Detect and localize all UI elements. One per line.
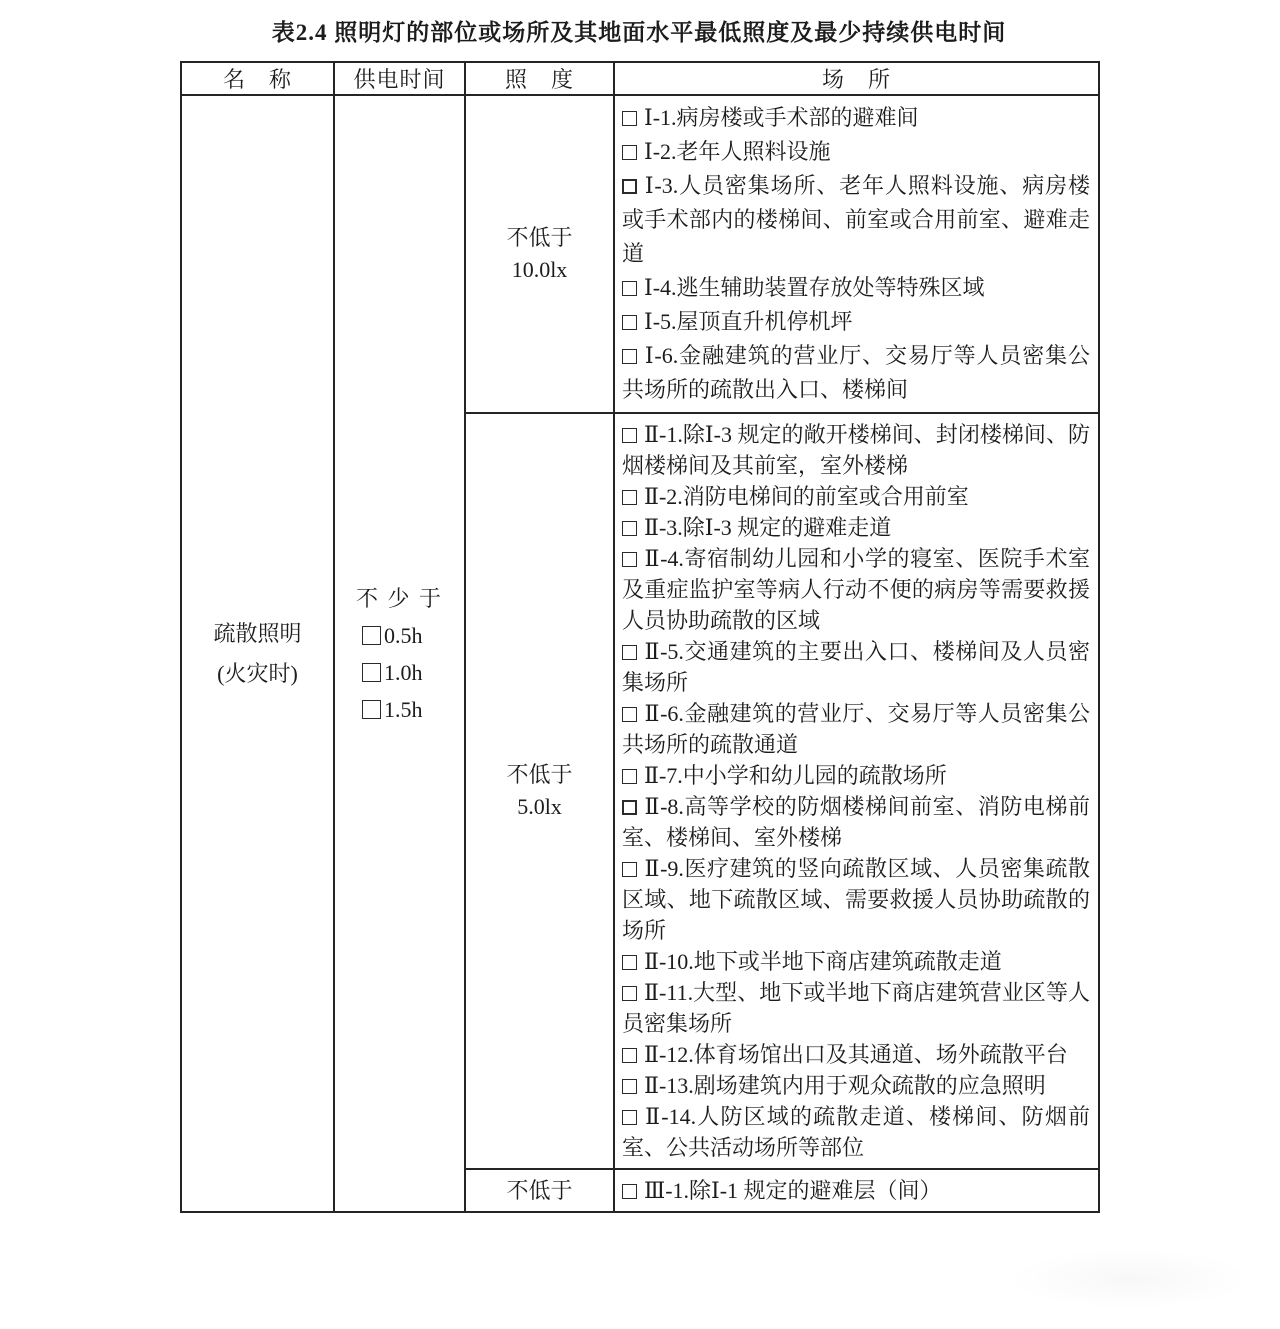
header-name: 名 称: [181, 62, 334, 95]
checkbox-icon[interactable]: [622, 281, 637, 296]
name-line-2: (火灾时): [217, 660, 298, 686]
header-row: [181, 62, 1099, 95]
supply-time-option: [362, 617, 464, 654]
place-item: [622, 305, 1090, 339]
place-item-label: Ⅲ-1.除Ⅰ-1 规定的避难层（间）: [644, 1178, 942, 1203]
supply-time-options: [335, 617, 464, 728]
place-item-label: Ⅱ-11.大型、地下或半地下商店建筑营业区等人员密集场所: [622, 980, 1090, 1036]
place-item: [622, 1175, 1090, 1206]
scan-watermark: [1010, 1249, 1250, 1309]
supply-time-option-label: 0.5h: [384, 622, 423, 648]
checkbox-icon[interactable]: [622, 1110, 637, 1125]
place-list-1: [614, 95, 1099, 413]
place-item: [622, 339, 1090, 407]
header-place: 场 所: [614, 62, 1099, 95]
checkbox-icon[interactable]: [622, 552, 637, 567]
place-item-label: Ⅱ-9.医疗建筑的竖向疏散区域、人员密集疏散区域、地下疏散区域、需要救援人员协助疏散的场所: [622, 856, 1090, 943]
checkbox-icon[interactable]: [622, 986, 637, 1001]
place-item-label: Ⅱ-5.交通建筑的主要出入口、楼梯间及人员密集场所: [622, 639, 1090, 695]
place-item-label: Ⅱ-13.剧场建筑内用于观众疏散的应急照明: [644, 1073, 1046, 1098]
place-item-label: Ⅰ-1.病房楼或手术部的避难间: [644, 105, 919, 130]
place-item-label: Ⅱ-6.金融建筑的营业厅、交易厅等人员密集公共场所的疏散通道: [622, 701, 1090, 757]
place-item-label: Ⅱ-8.高等学校的防烟楼梯间前室、消防电梯前室、楼梯间、室外楼梯: [622, 794, 1090, 850]
header-supply-time: 供电时间: [334, 62, 465, 95]
place-item-label: Ⅱ-14.人防区域的疏散走道、楼梯间、防烟前室、公共活动场所等部位: [622, 1104, 1090, 1160]
page-title: 表2.4 照明灯的部位或场所及其地面水平最低照度及最少持续供电时间: [271, 20, 1007, 45]
place-item-label: Ⅱ-12.体育场馆出口及其通道、场外疏散平台: [644, 1042, 1068, 1067]
place-item: [622, 101, 1090, 135]
name-line-1: 疏散照明: [213, 620, 302, 646]
place-item: [622, 1070, 1090, 1101]
checkbox-icon[interactable]: [622, 645, 637, 660]
supply-time-option: [362, 654, 464, 691]
checkbox-icon[interactable]: [622, 862, 637, 877]
place-item-label: Ⅱ-7.中小学和幼儿园的疏散场所: [644, 763, 947, 788]
name-cell: [181, 95, 334, 1212]
place-item-label: Ⅰ-3.人员密集场所、老年人照料设施、病房楼或手术部内的楼梯间、前室或合用前室、避难走道: [622, 173, 1090, 266]
place-item-label: Ⅱ-10.地下或半地下商店建筑疏散走道: [644, 949, 1002, 974]
checkbox-icon[interactable]: [622, 179, 637, 194]
checkbox-icon[interactable]: [622, 800, 637, 815]
place-item: [622, 698, 1090, 760]
place-item-label: Ⅱ-2.消防电梯间的前室或合用前室: [644, 484, 969, 509]
place-item-label: Ⅰ-5.屋顶直升机停机坪: [644, 309, 853, 334]
supply-time-option-label: 1.5h: [384, 696, 423, 722]
place-item-label: Ⅰ-6.金融建筑的营业厅、交易厅等人员密集公共场所的疏散出入口、楼梯间: [622, 343, 1090, 402]
illuminance-value: 10.0lx: [511, 257, 568, 282]
place-item-label: Ⅰ-4.逃生辅助装置存放处等特殊区域: [644, 275, 985, 300]
place-item-label: Ⅰ-2.老年人照料设施: [644, 139, 831, 164]
place-item: [622, 946, 1090, 977]
place-item-label: Ⅱ-3.除Ⅰ-3 规定的避难走道: [644, 515, 892, 540]
checkbox-icon[interactable]: [622, 955, 637, 970]
place-item-label: Ⅱ-4.寄宿制幼儿园和小学的寝室、医院手术室及重症监护室等病人行动不便的病房等需要救援人员协助疏散的区域: [622, 546, 1090, 633]
checkbox-icon[interactable]: [622, 769, 637, 784]
checkbox-icon[interactable]: [622, 1184, 637, 1199]
place-item: [622, 636, 1090, 698]
place-item-label: Ⅱ-1.除Ⅰ-3 规定的敞开楼梯间、封闭楼梯间、防烟楼梯间及其前室，室外楼梯: [622, 422, 1090, 478]
place-list-3: [614, 1169, 1099, 1212]
place-item: [622, 977, 1090, 1039]
illuminance-cell-2: [465, 413, 614, 1169]
checkbox-icon[interactable]: [622, 349, 637, 364]
illuminance-label: 不低于: [506, 762, 573, 787]
checkbox-icon[interactable]: [622, 490, 637, 505]
checkbox-icon[interactable]: [622, 707, 637, 722]
place-item: [622, 419, 1090, 481]
checkbox-icon[interactable]: [622, 111, 637, 126]
checkbox-icon[interactable]: [622, 428, 637, 443]
place-item: [622, 135, 1090, 169]
illuminance-label: 不低于: [506, 1177, 573, 1203]
checkbox-icon[interactable]: [622, 145, 637, 160]
illuminance-label: 不低于: [506, 225, 573, 250]
checkbox-icon[interactable]: [362, 663, 381, 682]
place-item: [622, 169, 1090, 271]
place-item: [622, 271, 1090, 305]
place-item: [622, 512, 1090, 543]
place-item: [622, 543, 1090, 636]
place-item: [622, 760, 1090, 791]
header-illuminance: 照 度: [465, 62, 614, 95]
place-item: [622, 1039, 1090, 1070]
supply-time-option-label: 1.0h: [384, 659, 423, 685]
supply-time-label: 不 少 于: [355, 585, 443, 611]
illuminance-cell-1: [465, 95, 614, 413]
place-list-2: [614, 413, 1099, 1169]
checkbox-icon[interactable]: [622, 521, 637, 536]
lighting-spec-table: [180, 61, 1100, 1213]
section-row-1: [181, 95, 1099, 413]
illuminance-value: 5.0lx: [517, 794, 562, 819]
checkbox-icon[interactable]: [622, 1079, 637, 1094]
checkbox-icon[interactable]: [622, 1048, 637, 1063]
illuminance-cell-3: [465, 1169, 614, 1212]
checkbox-icon[interactable]: [362, 700, 381, 719]
place-item: [622, 853, 1090, 946]
place-item: [622, 1101, 1090, 1163]
supply-time-option: [362, 691, 464, 728]
checkbox-icon[interactable]: [362, 626, 381, 645]
place-item: [622, 791, 1090, 853]
supply-time-cell: [334, 95, 465, 1212]
place-item: [622, 481, 1090, 512]
checkbox-icon[interactable]: [622, 315, 637, 330]
